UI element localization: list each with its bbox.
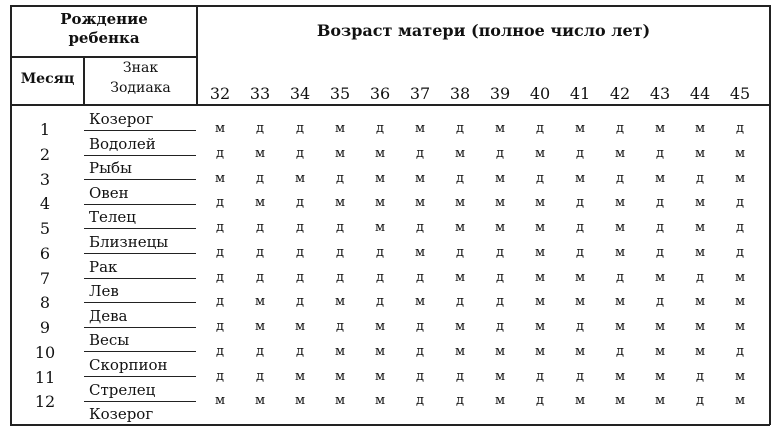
gender-cell: д (455, 393, 464, 409)
gender-cell: м (494, 368, 506, 384)
gender-cell: м (334, 121, 346, 136)
gender-cell: д (495, 319, 504, 334)
zodiac-divider (84, 253, 196, 254)
gender-cell: м (534, 195, 546, 211)
age-header-cell: 41 (569, 84, 591, 103)
month-number: 7 (39, 268, 51, 288)
gender-cell: м (374, 195, 386, 211)
zodiac-sign-label: Овен (89, 183, 129, 202)
gender-cell: д (695, 269, 704, 285)
gender-cell: д (295, 121, 304, 136)
gender-cell: м (454, 220, 466, 235)
zodiac-divider (84, 327, 196, 328)
gender-cell: д (655, 195, 664, 211)
zodiac-sign-label: Рыбы (89, 159, 133, 178)
zodiac-sign-label: Близнецы (89, 233, 169, 251)
gender-cell: д (415, 393, 424, 409)
gender-cell: д (655, 244, 664, 260)
gender-cell: д (735, 244, 744, 260)
age-header-cell: 32 (209, 84, 231, 103)
birth-header (12, 10, 196, 48)
gender-cell: м (334, 195, 346, 211)
gender-cell: д (215, 319, 224, 334)
gender-cell: м (694, 343, 706, 359)
gender-cell: м (374, 343, 386, 359)
gender-cell: м (414, 244, 426, 260)
gender-cell: д (255, 244, 264, 260)
table-border-right (769, 5, 771, 425)
divider-header-body (10, 104, 770, 106)
gender-cell: м (574, 294, 586, 310)
gender-cell: д (535, 121, 544, 136)
table-border-left (10, 5, 12, 425)
month-number: 10 (34, 342, 56, 362)
gender-cell: д (375, 121, 384, 136)
birth-header-line2: ребенка (68, 29, 140, 47)
gender-cell: д (415, 343, 424, 359)
gender-cell: м (654, 319, 666, 334)
month-column-header: Месяц (20, 71, 75, 87)
gender-cell: д (215, 368, 224, 384)
zodiac-divider (84, 130, 196, 131)
gender-cell: д (295, 294, 304, 310)
gender-cell: м (654, 368, 666, 384)
gender-cell: м (574, 269, 586, 285)
gender-cell: м (734, 145, 746, 161)
gender-cell: м (254, 145, 266, 161)
gender-cell: д (655, 294, 664, 310)
gender-cell: д (695, 393, 704, 409)
age-header-cell: 40 (529, 84, 551, 103)
gender-cell: м (534, 319, 546, 334)
zodiac-divider (84, 376, 196, 377)
gender-cell: м (494, 220, 506, 235)
gender-cell: д (295, 145, 304, 161)
month-number: 5 (39, 219, 51, 238)
age-header-cell: 42 (609, 84, 631, 103)
gender-cell: м (214, 121, 226, 136)
gender-cell: м (374, 170, 386, 186)
gender-cell: д (255, 121, 264, 136)
gender-cell: м (334, 393, 346, 409)
gender-cell: д (455, 294, 464, 310)
gender-cell: м (374, 319, 386, 334)
gender-cell: м (454, 145, 466, 161)
gender-cell: м (574, 170, 586, 186)
zodiac-sign-label: Лев (89, 282, 119, 301)
zodiac-sign-label: Водолей (89, 134, 156, 153)
age-header-cell: 34 (289, 84, 311, 103)
gender-cell: м (694, 145, 706, 161)
zodiac-sign-label: Телец (89, 208, 136, 227)
month-number: 1 (39, 120, 51, 139)
gender-cell: м (534, 343, 546, 359)
age-header-cell: 35 (329, 84, 351, 103)
gender-cell: д (735, 195, 744, 211)
zodiac-header-line2: Зодиака (110, 80, 171, 96)
gender-cell: м (294, 319, 306, 334)
gender-cell: м (614, 294, 626, 310)
gender-cell: д (415, 220, 424, 235)
gender-cell: м (694, 319, 706, 334)
gender-cell: д (375, 269, 384, 285)
gender-cell: д (255, 269, 264, 285)
gender-cell: м (734, 294, 746, 310)
gender-cell: м (734, 368, 746, 384)
gender-cell: м (294, 368, 306, 384)
gender-cell: д (415, 269, 424, 285)
gender-cell: д (215, 244, 224, 260)
zodiac-header-line1: Знак (122, 60, 159, 76)
age-header-cell: 38 (449, 84, 471, 103)
gender-cell: м (454, 343, 466, 359)
zodiac-divider (84, 351, 196, 352)
gender-cell: м (534, 294, 546, 310)
gender-cell: м (374, 368, 386, 384)
gender-cell: м (254, 319, 266, 334)
zodiac-sign-label: Скорпион (89, 356, 168, 374)
age-header-cell: 33 (249, 84, 271, 103)
gender-cell: д (455, 368, 464, 384)
gender-cell: м (414, 170, 426, 186)
gender-cell: д (415, 368, 424, 384)
gender-cell: д (295, 220, 304, 235)
gender-cell: д (535, 368, 544, 384)
gender-cell: м (694, 121, 706, 136)
gender-cell: д (295, 269, 304, 285)
month-number: 2 (39, 144, 51, 164)
gender-cell: м (694, 244, 706, 260)
gender-cell: м (494, 393, 506, 409)
gender-cell: м (654, 269, 666, 285)
gender-cell: м (534, 244, 546, 260)
gender-cell: м (694, 195, 706, 211)
gender-cell: м (614, 319, 626, 334)
month-number: 9 (39, 318, 51, 337)
age-header-cell: 36 (369, 84, 391, 103)
gender-cell: д (535, 170, 544, 186)
zodiac-divider (84, 302, 196, 303)
gender-cell: д (215, 220, 224, 235)
gender-cell: д (575, 244, 584, 260)
zodiac-column-header (85, 58, 196, 98)
gender-cell: м (534, 269, 546, 285)
gender-cell: м (614, 195, 626, 211)
age-header-cell: 44 (689, 84, 711, 103)
gender-cell: м (614, 393, 626, 409)
gender-cell: д (735, 343, 744, 359)
gender-cell: м (494, 170, 506, 186)
gender-cell: д (375, 244, 384, 260)
gender-cell: д (455, 121, 464, 136)
gender-cell: м (494, 121, 506, 136)
gender-cell: д (295, 343, 304, 359)
gender-cell: д (335, 319, 344, 334)
gender-cell: м (414, 121, 426, 136)
age-header-cell: 45 (729, 84, 751, 103)
zodiac-sign-label: Стрелец (89, 380, 156, 399)
gender-cell: д (295, 195, 304, 211)
gender-cell: м (534, 145, 546, 161)
gender-cell: м (374, 393, 386, 409)
gender-cell: д (575, 319, 584, 334)
month-number: 6 (39, 243, 51, 263)
gender-cell: м (614, 368, 626, 384)
gender-cell: д (655, 145, 664, 161)
gender-cell: д (495, 294, 504, 310)
gender-cell: д (255, 343, 264, 359)
month-number: 4 (39, 194, 51, 214)
zodiac-divider (84, 228, 196, 229)
gender-cell: м (454, 195, 466, 211)
gender-cell: м (454, 319, 466, 334)
gender-cell: м (534, 220, 546, 235)
gender-cell: д (615, 343, 624, 359)
gender-cell: д (215, 294, 224, 310)
zodiac-sign-label: Весы (89, 331, 130, 350)
gender-cell: д (615, 170, 624, 186)
zodiac-divider (84, 278, 196, 279)
gender-cell: д (695, 368, 704, 384)
gender-cell: м (454, 269, 466, 285)
gender-cell: м (334, 145, 346, 161)
gender-cell: д (215, 269, 224, 285)
gender-cell: д (655, 220, 664, 235)
gender-cell: м (414, 195, 426, 211)
gender-cell: д (495, 145, 504, 161)
month-number: 12 (34, 392, 56, 412)
month-number: 11 (34, 367, 56, 387)
gender-cell: д (335, 244, 344, 260)
gender-cell: д (575, 220, 584, 235)
zodiac-divider (84, 155, 196, 156)
age-header-cell: 39 (489, 84, 511, 103)
gender-cell: м (374, 145, 386, 161)
gender-cell: м (654, 343, 666, 359)
gender-cell: м (334, 368, 346, 384)
gender-cell: д (255, 220, 264, 235)
gender-cell: м (414, 294, 426, 310)
gender-cell: д (575, 145, 584, 161)
gender-cell: д (575, 195, 584, 211)
age-header-cell: 43 (649, 84, 671, 103)
zodiac-sign-label: Рак (89, 257, 118, 276)
gender-cell: м (654, 121, 666, 136)
gender-cell: д (615, 121, 624, 136)
zodiac-divider (84, 204, 196, 205)
gender-cell: м (734, 393, 746, 409)
gender-cell: д (215, 145, 224, 161)
gender-cell: д (535, 393, 544, 409)
zodiac-sign-label: Дева (89, 306, 128, 325)
gender-cell: м (214, 170, 226, 186)
mother-age-header: Возраст матери (полное число лет) (316, 21, 651, 40)
gender-cell: д (495, 244, 504, 260)
gender-cell: м (294, 170, 306, 186)
gender-cell: м (574, 121, 586, 136)
table-border-top (10, 5, 770, 7)
zodiac-divider (84, 401, 196, 402)
gender-cell: м (614, 244, 626, 260)
gender-cell: д (255, 368, 264, 384)
gender-cell: м (734, 170, 746, 186)
gender-cell: м (694, 294, 706, 310)
gender-cell: д (735, 220, 744, 235)
gender-cell: м (654, 170, 666, 186)
gender-cell: м (614, 145, 626, 161)
gender-cell: м (494, 195, 506, 211)
gender-cell: м (254, 393, 266, 409)
gender-cell: д (735, 121, 744, 136)
gender-cell: м (734, 269, 746, 285)
gender-cell: м (294, 393, 306, 409)
month-number: 3 (39, 169, 51, 189)
gender-cell: м (574, 393, 586, 409)
gender-cell: д (455, 244, 464, 260)
gender-cell: м (254, 294, 266, 310)
gender-cell: д (335, 269, 344, 285)
gender-cell: м (654, 393, 666, 409)
gender-cell: д (255, 170, 264, 186)
month-number: 8 (39, 293, 51, 313)
gender-cell: д (415, 145, 424, 161)
gender-cell: м (374, 220, 386, 235)
gender-cell: м (214, 393, 226, 409)
gender-cell: м (334, 343, 346, 359)
gender-cell: д (455, 170, 464, 186)
age-header-cell: 37 (409, 84, 431, 103)
gender-cell: д (695, 170, 704, 186)
gender-cell: д (495, 269, 504, 285)
gender-cell: д (335, 220, 344, 235)
birth-header-line1: Рождение (60, 10, 148, 28)
gender-cell: д (215, 343, 224, 359)
gender-cell: д (415, 319, 424, 334)
zodiac-sign-label: Козерог (89, 110, 154, 128)
zodiac-divider (84, 179, 196, 180)
zodiac-sign-label: Козерог (89, 405, 154, 424)
table-border-bottom (10, 424, 770, 426)
gender-cell: д (375, 294, 384, 310)
gender-cell: д (215, 195, 224, 211)
gender-cell: м (614, 220, 626, 235)
gender-cell: м (334, 294, 346, 310)
gender-cell: м (574, 343, 586, 359)
gender-cell: д (295, 244, 304, 260)
gender-cell: д (615, 269, 624, 285)
gender-cell: м (734, 319, 746, 334)
gender-cell: м (494, 343, 506, 359)
gender-cell: м (254, 195, 266, 211)
gender-cell: д (335, 170, 344, 186)
gender-cell: м (694, 220, 706, 235)
gender-cell: д (575, 368, 584, 384)
